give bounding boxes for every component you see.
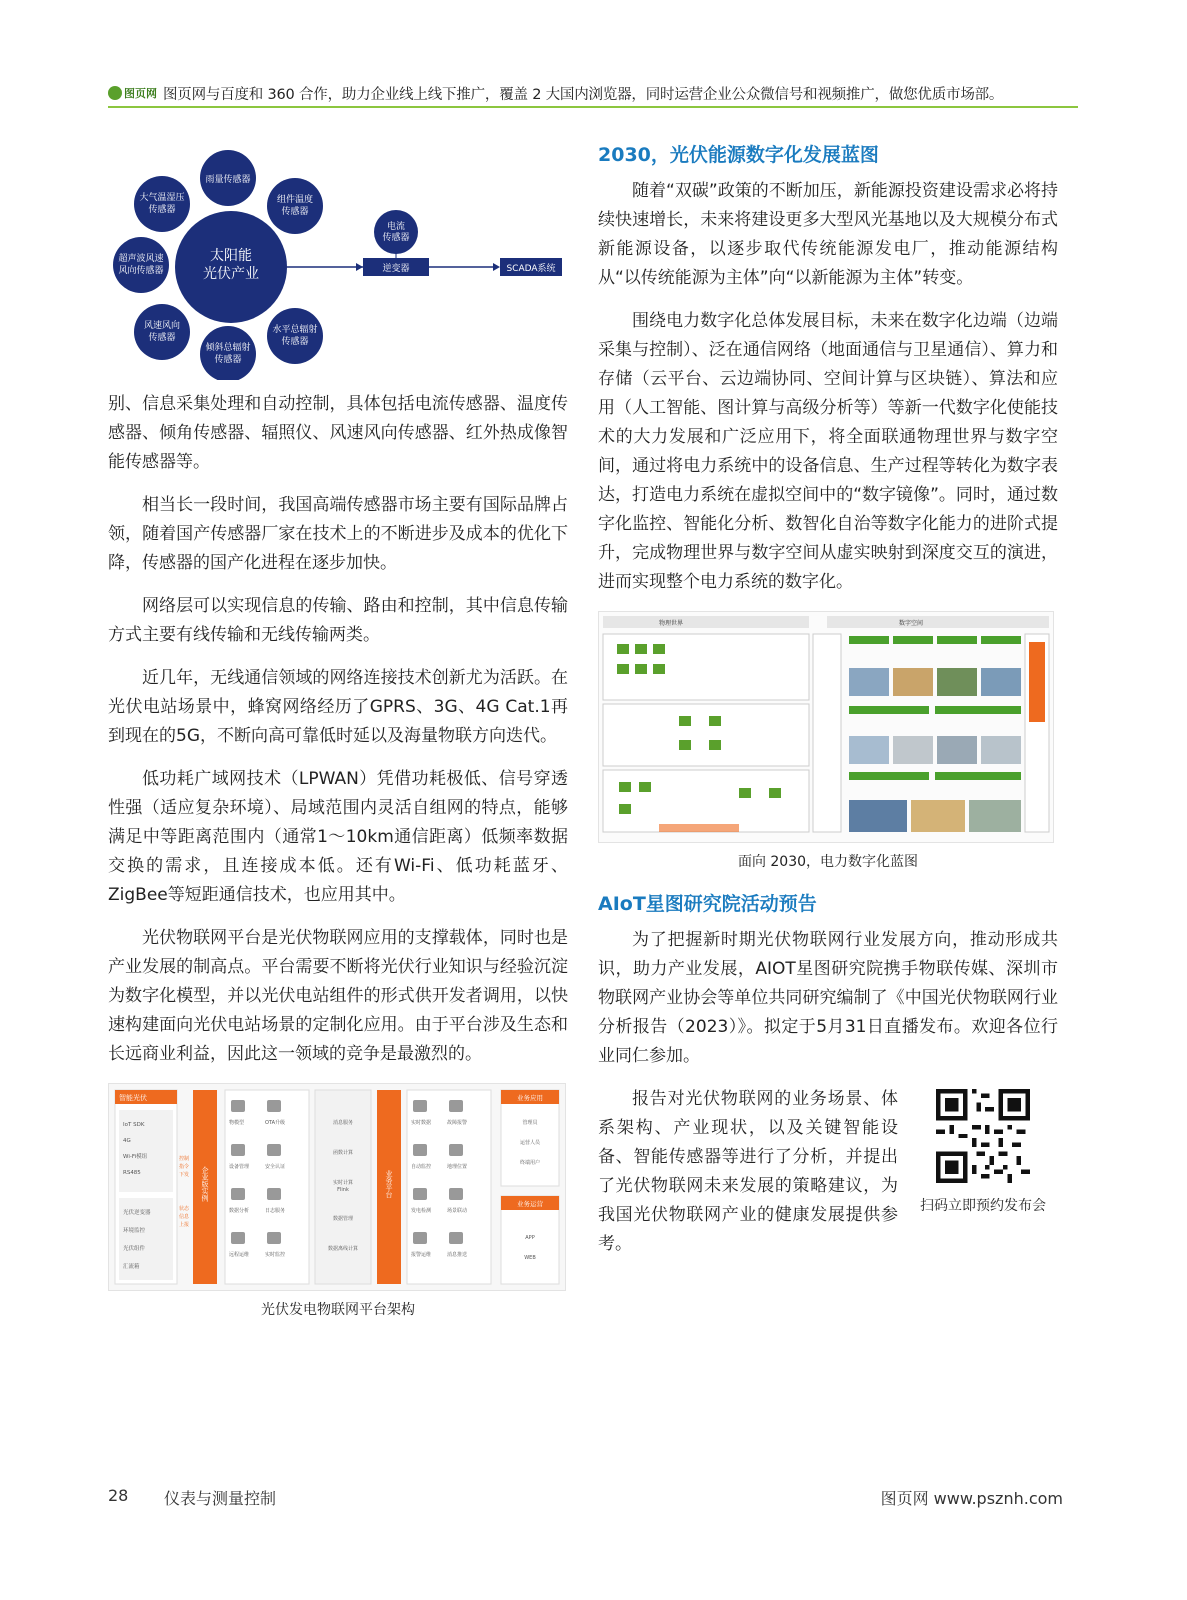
arrow-head xyxy=(356,263,363,271)
svg-text:指令: 指令 xyxy=(179,1164,190,1170)
svg-text:数据分析: 数据分析 xyxy=(229,1208,250,1214)
svg-text:企业版实例: 企业版实例 xyxy=(201,1166,209,1202)
center-label: 太阳能 xyxy=(210,248,252,264)
svg-text:信息: 信息 xyxy=(179,1214,190,1220)
page-footer xyxy=(108,1486,1063,1508)
page-header xyxy=(108,80,1078,108)
svg-text:消息服务: 消息服务 xyxy=(332,1120,354,1126)
journal-name: 仪表与测量控制 xyxy=(164,1489,277,1508)
svg-text:RS485: RS485 xyxy=(123,1170,141,1176)
blueprint-svg xyxy=(599,612,1053,842)
svg-text:实时监控: 实时监控 xyxy=(265,1252,286,1258)
svg-text:终端用户: 终端用户 xyxy=(519,1160,541,1166)
node-label: 传感器 xyxy=(214,355,242,365)
sensor-node-atmos xyxy=(134,176,190,232)
figure-caption: 光伏发电物联网平台架构 xyxy=(261,1302,415,1318)
section-title: AIoT星图研究院活动预告 xyxy=(598,893,817,915)
svg-text:函数计算: 函数计算 xyxy=(332,1150,354,1156)
node-label: 传感器 xyxy=(148,205,176,215)
svg-text:日志服务: 日志服务 xyxy=(265,1208,286,1214)
paragraph: 网络层可以实现信息的传输、路由和控制，其中信息传输方式主要有线传输和无线传输两类。 xyxy=(108,596,568,645)
section-title: 2030，光伏能源数字化发展蓝图 xyxy=(598,144,879,166)
svg-text:物模型: 物模型 xyxy=(229,1120,245,1126)
svg-text:业务运营: 业务运营 xyxy=(517,1200,543,1208)
right-column xyxy=(598,140,1058,1273)
leaf-icon xyxy=(108,86,122,100)
svg-text:管理员: 管理员 xyxy=(522,1120,538,1126)
node-label: 传感器 xyxy=(382,233,410,243)
qr-block xyxy=(908,1085,1058,1273)
center-label: 光伏产业 xyxy=(203,266,259,282)
svg-text:实时数据: 实时数据 xyxy=(411,1120,432,1126)
logo-text: 图页网 xyxy=(124,87,157,100)
svg-text:光伏逆变器: 光伏逆变器 xyxy=(123,1210,151,1216)
sensor-node-ultrasonic xyxy=(113,237,169,293)
site-link[interactable]: 图页网 www.psznh.com xyxy=(880,1489,1063,1508)
svg-text:控制: 控制 xyxy=(179,1156,190,1162)
paragraph: 光伏物联网平台是光伏物联网应用的支撑载体，同时也是产业发展的制高点。平台需要不断将光伏行业知识与经验沉淀为数字化模型，并以光伏电站组件的形式供开发者调用，以快速构建面向光伏电站场景的定制化应用。由于平台涉及生态和长远商业利益，因此这一领域的竞争是最激烈的。 xyxy=(108,928,568,1064)
paragraph: 近几年，无线通信领域的网络连接技术创新尤为活跃。在光伏电站场景中，蜂窝网络经历了GPRS、3G、4G Cat.1再到现在的5G，不断向高可靠低时延以及海量物联方向迭代。 xyxy=(108,668,568,746)
svg-text:上报: 上报 xyxy=(179,1222,190,1228)
paragraph: 别、信息采集处理和自动控制，具体包括电流传感器、温度传感器、倾角传感器、辐照仪、风速风向传感器、红外热成像智能传感器等。 xyxy=(108,394,568,472)
inverter-label: 逆变器 xyxy=(382,264,410,274)
sensor-node-wind xyxy=(134,304,190,360)
paragraph: 为了把握新时期光伏物联网行业发展方向，推动形成共识，助力产业发展，AIOT星图研究院携手物联传媒、深圳市物联网产业协会等单位共同研究编制了《中国光伏物联网行业分析报告（2023）》。拟定于5月31日直播发布。欢迎各位行业同仁参加。 xyxy=(598,930,1058,1066)
svg-text:业务平台: 业务平台 xyxy=(385,1170,393,1198)
paragraph: 相当长一段时间，我国高端传感器市场主要有国际品牌占领，随着国产传感器厂家在技术上的不断进步及成本的优化下降，传感器的国产化进程在逐步加快。 xyxy=(108,495,568,573)
svg-text:环境监控: 环境监控 xyxy=(123,1228,146,1234)
arrow-head xyxy=(493,263,500,271)
svg-text:数字空间: 数字空间 xyxy=(899,620,924,627)
node-label: 超声波风速 xyxy=(118,254,164,264)
svg-text:Flink: Flink xyxy=(337,1187,349,1193)
paragraph: 随着“双碳”政策的不断加压，新能源投资建设需求必将持续快速增长，未来将建设更多大型风光基地以及大规模分布式新能源设备，以逐步取代传统能源发电厂，推动能源结构从“以传统能源为主体”向“以新能源为主体”转变。 xyxy=(598,181,1058,288)
node-label: 电流 xyxy=(386,222,406,232)
logo xyxy=(108,85,157,101)
sensor-diagram xyxy=(108,140,568,380)
svg-text:光伏组件: 光伏组件 xyxy=(123,1246,146,1252)
svg-text:发电检测: 发电检测 xyxy=(411,1208,432,1214)
node-label: 大气温湿压 xyxy=(139,193,185,203)
sensor-node-current xyxy=(374,210,418,254)
svg-text:数据管理: 数据管理 xyxy=(332,1216,354,1222)
page-number: 28 xyxy=(108,1486,129,1505)
paragraph: 围绕电力数字化总体发展目标，未来在数字化边端（边端采集与控制）、泛在通信网络（地面通信与卫星通信）、算力和存储（云平台、云边端协同、空间计算与区块链）、算法和应用（人工智能、图计算与高级分析等）等新一代数字化使能技术的大力发展和广泛应用下，将全面联通物理世界与数字空间，通过将电力系统中的设备信息、生产过程等转化为数字表达，打造电力系统在虚拟空间中的“数字镜像”。同时，通过数字化监控、智能化分析、数智化自治等数字化能力的进阶式提升，完成物理世界与数字空间从虚实映射到深度交互的演进，进而实现整个电力系统的数字化。 xyxy=(598,311,1058,592)
left-column xyxy=(108,140,568,1319)
figure-caption: 面向 2030，电力数字化蓝图 xyxy=(737,854,919,870)
svg-text:WEB: WEB xyxy=(524,1255,536,1261)
svg-text:自动监控: 自动监控 xyxy=(411,1164,432,1170)
svg-text:地理位置: 地理位置 xyxy=(447,1164,468,1170)
scada-label: SCADA系统 xyxy=(506,264,556,274)
svg-text:运营人员: 运营人员 xyxy=(519,1140,541,1146)
node-label: 组件温度 xyxy=(276,195,314,205)
platform-architecture-figure xyxy=(108,1083,566,1291)
svg-text:消息推送: 消息推送 xyxy=(447,1252,468,1258)
node-label: 传感器 xyxy=(148,333,176,343)
sensor-node-horizontal xyxy=(267,308,323,364)
svg-text:报警运维: 报警运维 xyxy=(411,1252,432,1258)
header-banner-text: 图页网与百度和 360 合作，助力企业线上线下推广，覆盖 2 大国内浏览器，同时运营企业公众微信号和视频推广，做您优质市场部。 xyxy=(163,86,1004,103)
node-label: 传感器 xyxy=(281,337,309,347)
sensor-node-module-temp xyxy=(267,178,323,234)
svg-text:数据离线计算: 数据离线计算 xyxy=(327,1246,359,1252)
left-title: 智能光伏 xyxy=(119,1094,147,1102)
node-label: 传感器 xyxy=(281,207,309,217)
node-label: 风速风向 xyxy=(143,321,181,331)
node-label: 雨量传感器 xyxy=(205,175,251,185)
svg-text:设备管理: 设备管理 xyxy=(229,1164,250,1170)
sensor-diagram-svg xyxy=(108,140,568,380)
svg-text:4G: 4G xyxy=(123,1138,131,1144)
node-label: 水平总辐射 xyxy=(272,325,318,335)
blueprint-figure xyxy=(598,611,1054,843)
svg-text:安全认证: 安全认证 xyxy=(265,1164,286,1170)
svg-text:业务应用: 业务应用 xyxy=(517,1094,543,1102)
svg-text:OTA升级: OTA升级 xyxy=(265,1120,286,1126)
qr-row xyxy=(598,1085,1058,1273)
qr-code-icon[interactable] xyxy=(936,1089,1030,1183)
svg-text:物理世界: 物理世界 xyxy=(659,620,684,627)
qr-caption: 扫码立即预约发布会 xyxy=(920,1198,1046,1214)
svg-text:下发: 下发 xyxy=(179,1172,190,1178)
paragraph: 低功耗广域网技术（LPWAN）凭借功耗极低、信号穿透性强（适应复杂环境）、局域范围内灵活自组网的特点，能够满足中等距离范围内（通常1～10km通信距离）低频率数据交换的需求，且连接成本低。还有Wi-Fi、低功耗蓝牙、ZigBee等短距通信技术，也应用其中。 xyxy=(108,769,568,905)
node-label: 风向传感器 xyxy=(118,266,164,276)
svg-text:Wi-Fi模组: Wi-Fi模组 xyxy=(123,1154,148,1160)
svg-text:汇流箱: 汇流箱 xyxy=(123,1264,140,1270)
node-label: 倾斜总辐射 xyxy=(205,343,251,353)
paragraph: 报告对光伏物联网的业务场景、体系架构、产业现状，以及关键智能设备、智能传感器等进行了分析，并提出了光伏物联网未来发展的策略建议，为我国光伏物联网产业的健康发展提供参考。 xyxy=(598,1089,898,1254)
svg-text:故障报警: 故障报警 xyxy=(447,1120,468,1126)
svg-text:状态: 状态 xyxy=(179,1206,190,1212)
svg-text:远程运维: 远程运维 xyxy=(229,1252,250,1258)
svg-text:场景联动: 场景联动 xyxy=(447,1208,468,1214)
svg-text:IoT SDK: IoT SDK xyxy=(123,1122,145,1128)
sensor-node-tilt xyxy=(200,326,256,380)
platform-architecture-svg xyxy=(109,1084,565,1290)
svg-text:实时计算: 实时计算 xyxy=(332,1180,354,1186)
svg-text:APP: APP xyxy=(525,1235,535,1241)
